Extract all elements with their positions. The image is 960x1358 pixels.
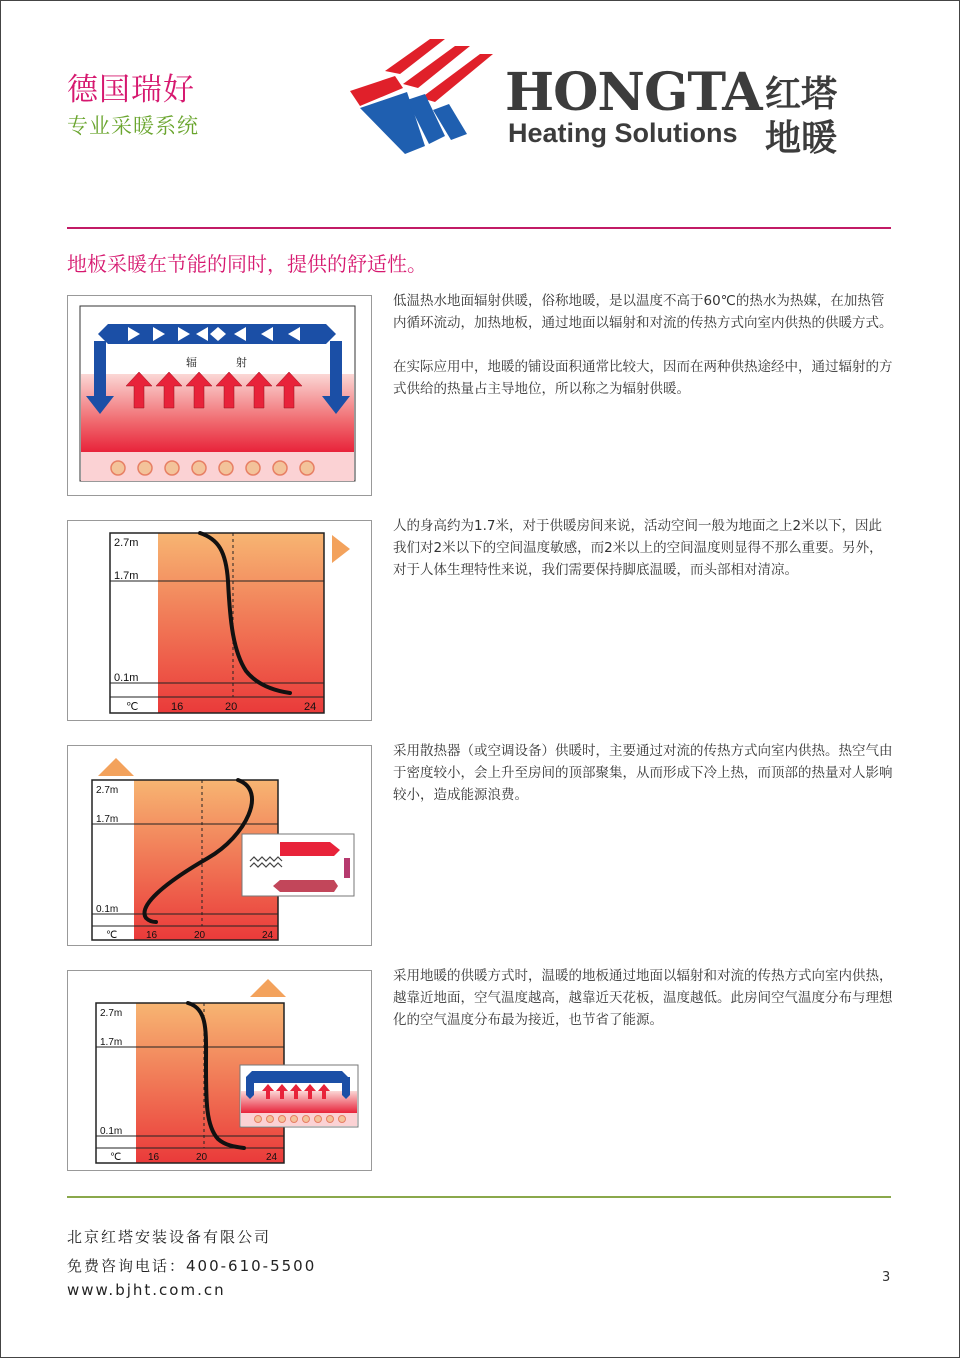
paragraph: 在实际应用中，地暖的铺设面积通常比较大，因而在两种供热途经中，通过辐射的方式供给的热量占主导地位，所以称之为辐射供暖。 — [393, 359, 893, 397]
tick-label: ℃ — [106, 930, 118, 941]
section-3-text — [393, 740, 893, 828]
tick-label: 1.7m — [114, 570, 139, 582]
logo-cn-line2: 地暖 — [765, 118, 838, 159]
logo-wordmark: HONGTA — [505, 62, 762, 123]
tick-label: 24 — [304, 701, 317, 713]
paragraph: 低温热水地面辐射供暖，俗称地暖，是以温度不高于60℃的热水为热媒，在加热管内循环流动，加热地板，通过地面以辐射和对流的传热方式向室内供热的供暖方式。 — [393, 293, 893, 331]
tick-label: 20 — [194, 930, 206, 941]
hongta-logo-icon — [345, 36, 505, 166]
company-name: 北京红塔安装设备有限公司 — [67, 1228, 272, 1246]
page-headline: 地板采暖在节能的同时，提供的舒适性。 — [67, 252, 427, 276]
tick-label: 16 — [171, 701, 184, 713]
paragraph: 人的身高约为1.7米，对于供暖房间来说，活动空间一般为地面之上2米以下，因此我们对2米以下的空间温度敏感，而2米以上的空间温度则显得不那么重要。另外，对于人体生理特性来说，我们需要保持脚底温暖，而头部相对清凉。 — [393, 518, 883, 578]
paragraph: 采用地暖的供暖方式时，温暖的地板通过地面以辐射和对流的传热方式向室内供热，越靠近地面，空气温度越高，越靠近天花板，温度越低。此房间空气温度分布与理想化的空气温度分布最为接近，也节省了能源。 — [393, 968, 893, 1028]
logo-tagline: Heating Solutions — [508, 118, 738, 148]
section-4-text — [393, 965, 893, 1053]
hotline: 免费咨询电话：400-610-5500 — [67, 1257, 317, 1275]
tick-label: 1.7m — [96, 814, 119, 825]
tick-label: 24 — [266, 1152, 278, 1163]
radiator-temperature-chart — [67, 745, 372, 946]
section-1-text — [393, 290, 893, 422]
tick-label: 20 — [225, 701, 238, 713]
footer-divider — [67, 1196, 891, 1198]
tick-label: ℃ — [126, 701, 139, 713]
tick-label: 1.7m — [100, 1037, 123, 1048]
section-2-text — [393, 515, 893, 603]
logo-cn-line1: 红塔 — [765, 74, 838, 115]
website-link[interactable]: www.bjht.com.cn — [67, 1281, 226, 1299]
tick-label: 2.7m — [100, 1008, 123, 1019]
tick-label: 0.1m — [96, 904, 119, 915]
tick-label: 0.1m — [100, 1126, 123, 1137]
brand-title: 德国瑞好 — [67, 72, 195, 108]
brand-subtitle: 专业采暖系统 — [67, 114, 199, 138]
radiation-label-1: 辐 — [186, 357, 197, 369]
ideal-temperature-chart — [67, 520, 372, 721]
tick-label: 24 — [262, 930, 274, 941]
paragraph: 采用散热器（或空调设备）供暖时，主要通过对流的传热方式向室内供热。热空气由于密度较小，会上升至房间的顶部聚集，从而形成下冷上热，而顶部的热量对人影响较小，造成能源浪费。 — [393, 743, 893, 803]
tick-label: 16 — [146, 930, 158, 941]
tick-label: ℃ — [110, 1152, 122, 1163]
tick-label: 2.7m — [114, 537, 139, 549]
tick-label: 20 — [196, 1152, 208, 1163]
tick-label: 16 — [148, 1152, 160, 1163]
radiant-heating-diagram — [67, 295, 372, 496]
radiation-label-2: 射 — [236, 357, 247, 369]
page-number: 3 — [882, 1270, 891, 1285]
tick-label: 0.1m — [114, 672, 139, 684]
header-divider — [67, 227, 891, 229]
tick-label: 2.7m — [96, 785, 119, 796]
floor-heating-temperature-chart — [67, 970, 372, 1171]
